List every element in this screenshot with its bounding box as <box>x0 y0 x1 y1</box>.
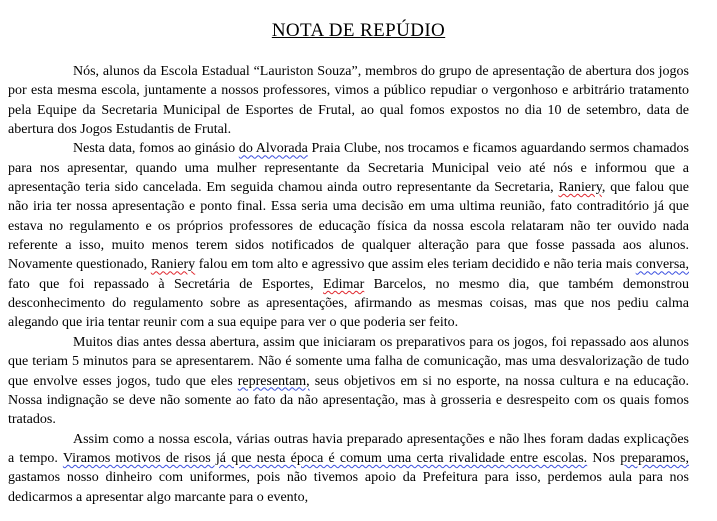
grammar-underline: representam, <box>237 373 310 389</box>
spelling-underline: Raniery <box>150 257 196 273</box>
text-run: Praia Clube, nos trocamos e ficamos aguardando sermos chamados para nos apresentar, quando uma mulher representante da Secretaria Municipal veio até nós e informou que a apresentação teria sido cancelada. Em seguida chamou ainda outro representante da Secretaria, <box>8 141 689 196</box>
grammar-underline: conversa, <box>635 257 689 273</box>
paragraph-2 <box>8 139 689 332</box>
grammar-underline: preparamos, <box>620 450 689 466</box>
text-run: Nos <box>587 450 621 466</box>
text-run: Barcelos, no mesmo dia, que também demonstrou desconhecimento do regulamento sobre as apresentações, afirmando as mesmas coisas, mas que nos pediu calma alegando que iria tentar reunir com a sua equipe para ver o que poderia ser feito. <box>8 276 689 331</box>
text-run: Assim como a nossa escola, várias outras havia preparado apresentações e não lhes foram dadas explicações a tempo. <box>8 431 689 466</box>
text-run: Muitos dias antes dessa abertura, assim que iniciaram os preparativos para os jogos, foi repassado aos alunos que teriam 5 minutos para se apresentarem. Não é somente uma falha de comunicação, mas uma desvalorização de tudo que envolve esses jogos, tudo que eles <box>8 334 689 389</box>
text-run: fato que foi repassado à Secretária de Esportes, <box>8 276 324 292</box>
grammar-underline: do Alvorada <box>238 141 308 157</box>
spelling-underline: Raniery <box>558 180 602 196</box>
text-run: , que falou que não iria ter nossa apresentação e ponto final. Essa seria uma decisão em uma ultima reunião, fato contraditório já que estava no regulamento e os próprios professores de educação física da nossa escola relataram não ter ouvido nada referente a isso, muito menos terem sidos notificados de qualquer alteração para que fosse passada aos alunos. Novamente questionado, <box>8 180 689 273</box>
document-body <box>8 62 689 507</box>
document-title: NOTA DE REPÚDIO <box>271 20 446 41</box>
text-run: Nesta data, fomos ao ginásio <box>73 141 239 157</box>
paragraph-4 <box>8 430 689 507</box>
text-run: seus objetivos em si no esporte, na nossa cultura e na educação. Nossa indignação se deve não somente ao fato da não apresentação, mas à grosseria e desrespeito com os quais fomos tratados. <box>8 373 689 428</box>
paragraph-1: Nós, alunos da Escola Estadual “Lauriston Souza”, membros do grupo de apresentação de abertura dos jogos por esta mesma escola, juntamente a nossos professores, vimos a público repudiar o vergonhoso e arbitrário tratamento pela Equipe da Secretaria Municipal de Esportes de Frutal, ao qual fomos expostos no dia 10 de setembro, data de abertura dos Jogos Estudantis de Frutal. <box>8 64 689 138</box>
grammar-underline: Viramos motivos de risos já que nesta época é comum uma certa rivalidade entre escolas. <box>62 450 588 466</box>
spelling-underline: Edimar <box>323 276 365 292</box>
text-run: gastamos nosso dinheiro com uniformes, pois não tivemos apoio da Prefeitura para isso, perdemos aula para nos dedicarmos a apresentar algo marcante para o evento, <box>8 470 689 505</box>
paragraph-3 <box>8 333 689 430</box>
text-run: falou em tom alto e agressivo que assim eles teriam decidido e não teria mais <box>195 257 636 273</box>
